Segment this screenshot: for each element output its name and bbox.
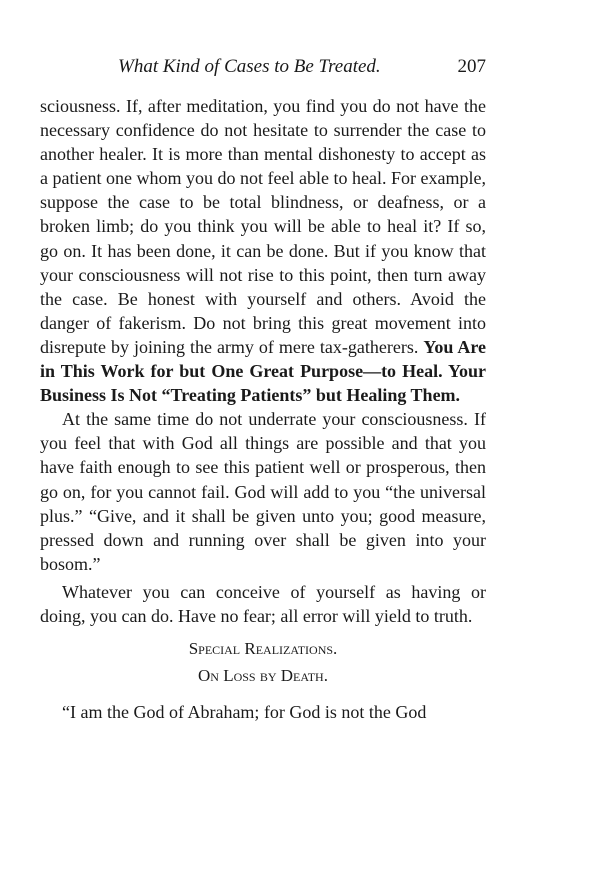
paragraph-1-bold-text: You Are in This Work for but One Great Purpose—to Heal. Your Business Is Not “Treating Patients” but Healing Them. xyxy=(40,336,486,406)
paragraph-1 xyxy=(40,94,486,407)
paragraph-2: At the same time do not underrate your consciousness. If you feel that with God all things are possible and that you have faith enough to see this patient well or prosperous, then go on, for you cannot fail. God will add to you “the universal plus.” “Give, and it shall be given unto you; good measure, pressed down and running over shall be given into your bosom.” xyxy=(40,409,486,574)
section-heading: Special Realizations. xyxy=(188,639,338,659)
paragraph-3: Whatever you can conceive of yourself as having or doing, you can do. Have no fear; all error will yield to truth. xyxy=(40,581,486,626)
paragraph-1-text: sciousness. If, after meditation, you find you do not have the necessary confidence do not hesitate to surrender the case to another healer. It is more than mental dishonesty to accept as a patient one whom you do not feel able to heal. For example, suppose the case to be total blindness, or deafness, or a broken limb; do you think you will be able to heal it? If so, go on. It has been done, it can be done. But if you know that your consciousness will not rise to this point, then turn away the case. Be honest with yourself and others. Avoid the danger of fakerism. Do not bring this great movement into disrepute by joining the army of mere tax-gatherers. xyxy=(40,96,486,357)
body-text xyxy=(40,94,486,724)
running-title: What Kind of Cases to Be Treated. xyxy=(118,56,381,77)
running-head xyxy=(40,56,486,82)
paragraph-4: “I am the God of Abraham; for God is not the God xyxy=(62,702,427,723)
page-number: 207 xyxy=(457,56,486,77)
section-subheading: On Loss by Death. xyxy=(198,666,328,686)
